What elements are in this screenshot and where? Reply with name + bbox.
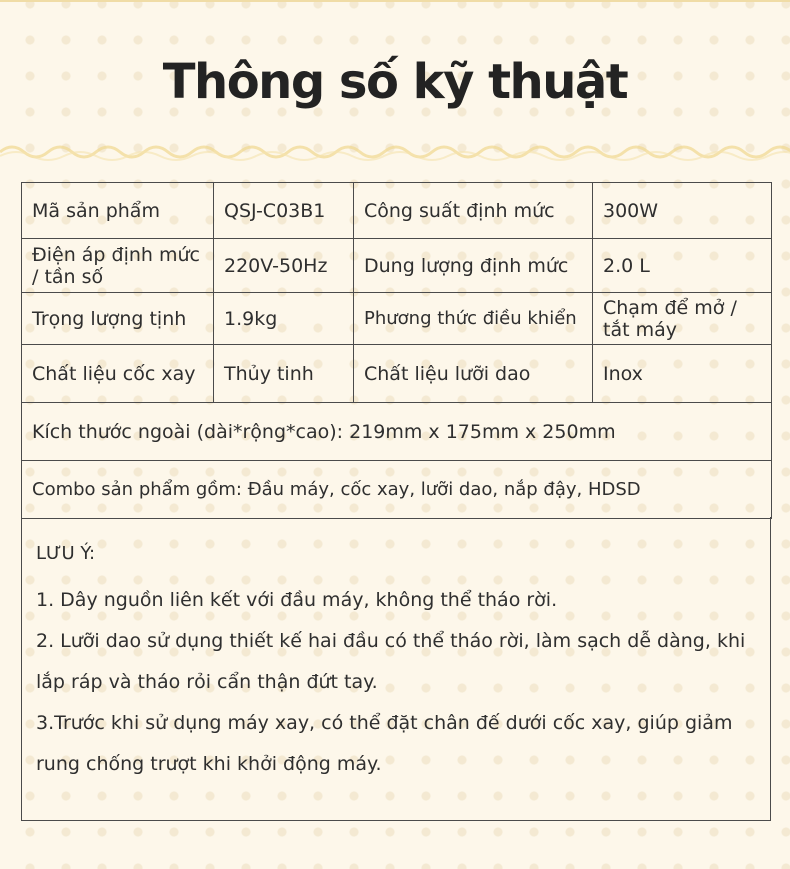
spec-table bbox=[21, 182, 772, 519]
page-title: Thông số kỹ thuật bbox=[162, 54, 628, 110]
spec-value: Thủy tinh bbox=[214, 345, 354, 403]
spec-row-dimensions bbox=[22, 403, 772, 461]
spec-label: Công suất định mức bbox=[354, 183, 593, 239]
spec-label: Phương thức điều khiển bbox=[354, 293, 593, 345]
spec-row-combo bbox=[22, 461, 772, 519]
notes-title: LƯU Ý: bbox=[36, 543, 96, 564]
spec-value: 2.0 L bbox=[593, 239, 772, 293]
spec-label: Điện áp định mức / tần số bbox=[22, 239, 214, 293]
spec-value: 1.9kg bbox=[214, 293, 354, 345]
spec-row bbox=[22, 293, 772, 345]
spec-label: Dung lượng định mức bbox=[354, 239, 593, 293]
spec-value: 220V-50Hz bbox=[214, 239, 354, 293]
dimensions-text: Kích thước ngoài (dài*rộng*cao): 219mm x 175mm x 250mm bbox=[22, 403, 772, 461]
spec-row bbox=[22, 239, 772, 293]
spec-label: Chất liệu cốc xay bbox=[22, 345, 214, 403]
spec-label: Mã sản phẩm bbox=[22, 183, 214, 239]
spec-row bbox=[22, 183, 772, 239]
top-border-line bbox=[0, 0, 790, 2]
spec-value: QSJ-C03B1 bbox=[214, 183, 354, 239]
note-item: 2. Lưỡi dao sử dụng thiết kế hai đầu có thể tháo rời, làm sạch dễ dàng, khi lắp ráp và tháo rỏi cẩn thận đứt tay. bbox=[36, 630, 746, 693]
note-item: 1. Dây nguồn liên kết với đầu máy, không thể tháo rời. bbox=[36, 589, 558, 611]
spec-label: Trọng lượng tịnh bbox=[22, 293, 214, 345]
spec-value: 300W bbox=[593, 183, 772, 239]
spec-label: Chất liệu lưỡi dao bbox=[354, 345, 593, 403]
spec-value: Inox bbox=[593, 345, 772, 403]
note-item: 3.Trước khi sử dụng máy xay, có thể đặt chân đế dưới cốc xay, giúp giảm rung chống trượt khi khởi động máy. bbox=[36, 712, 733, 775]
spec-value: Chạm để mở / tắt máy bbox=[593, 293, 772, 345]
combo-text: Combo sản phẩm gồm: Đầu máy, cốc xay, lưỡi dao, nắp đậy, HDSD bbox=[22, 461, 772, 519]
spec-row bbox=[22, 345, 772, 403]
notes-section bbox=[21, 517, 771, 821]
decorative-wave bbox=[0, 138, 790, 166]
